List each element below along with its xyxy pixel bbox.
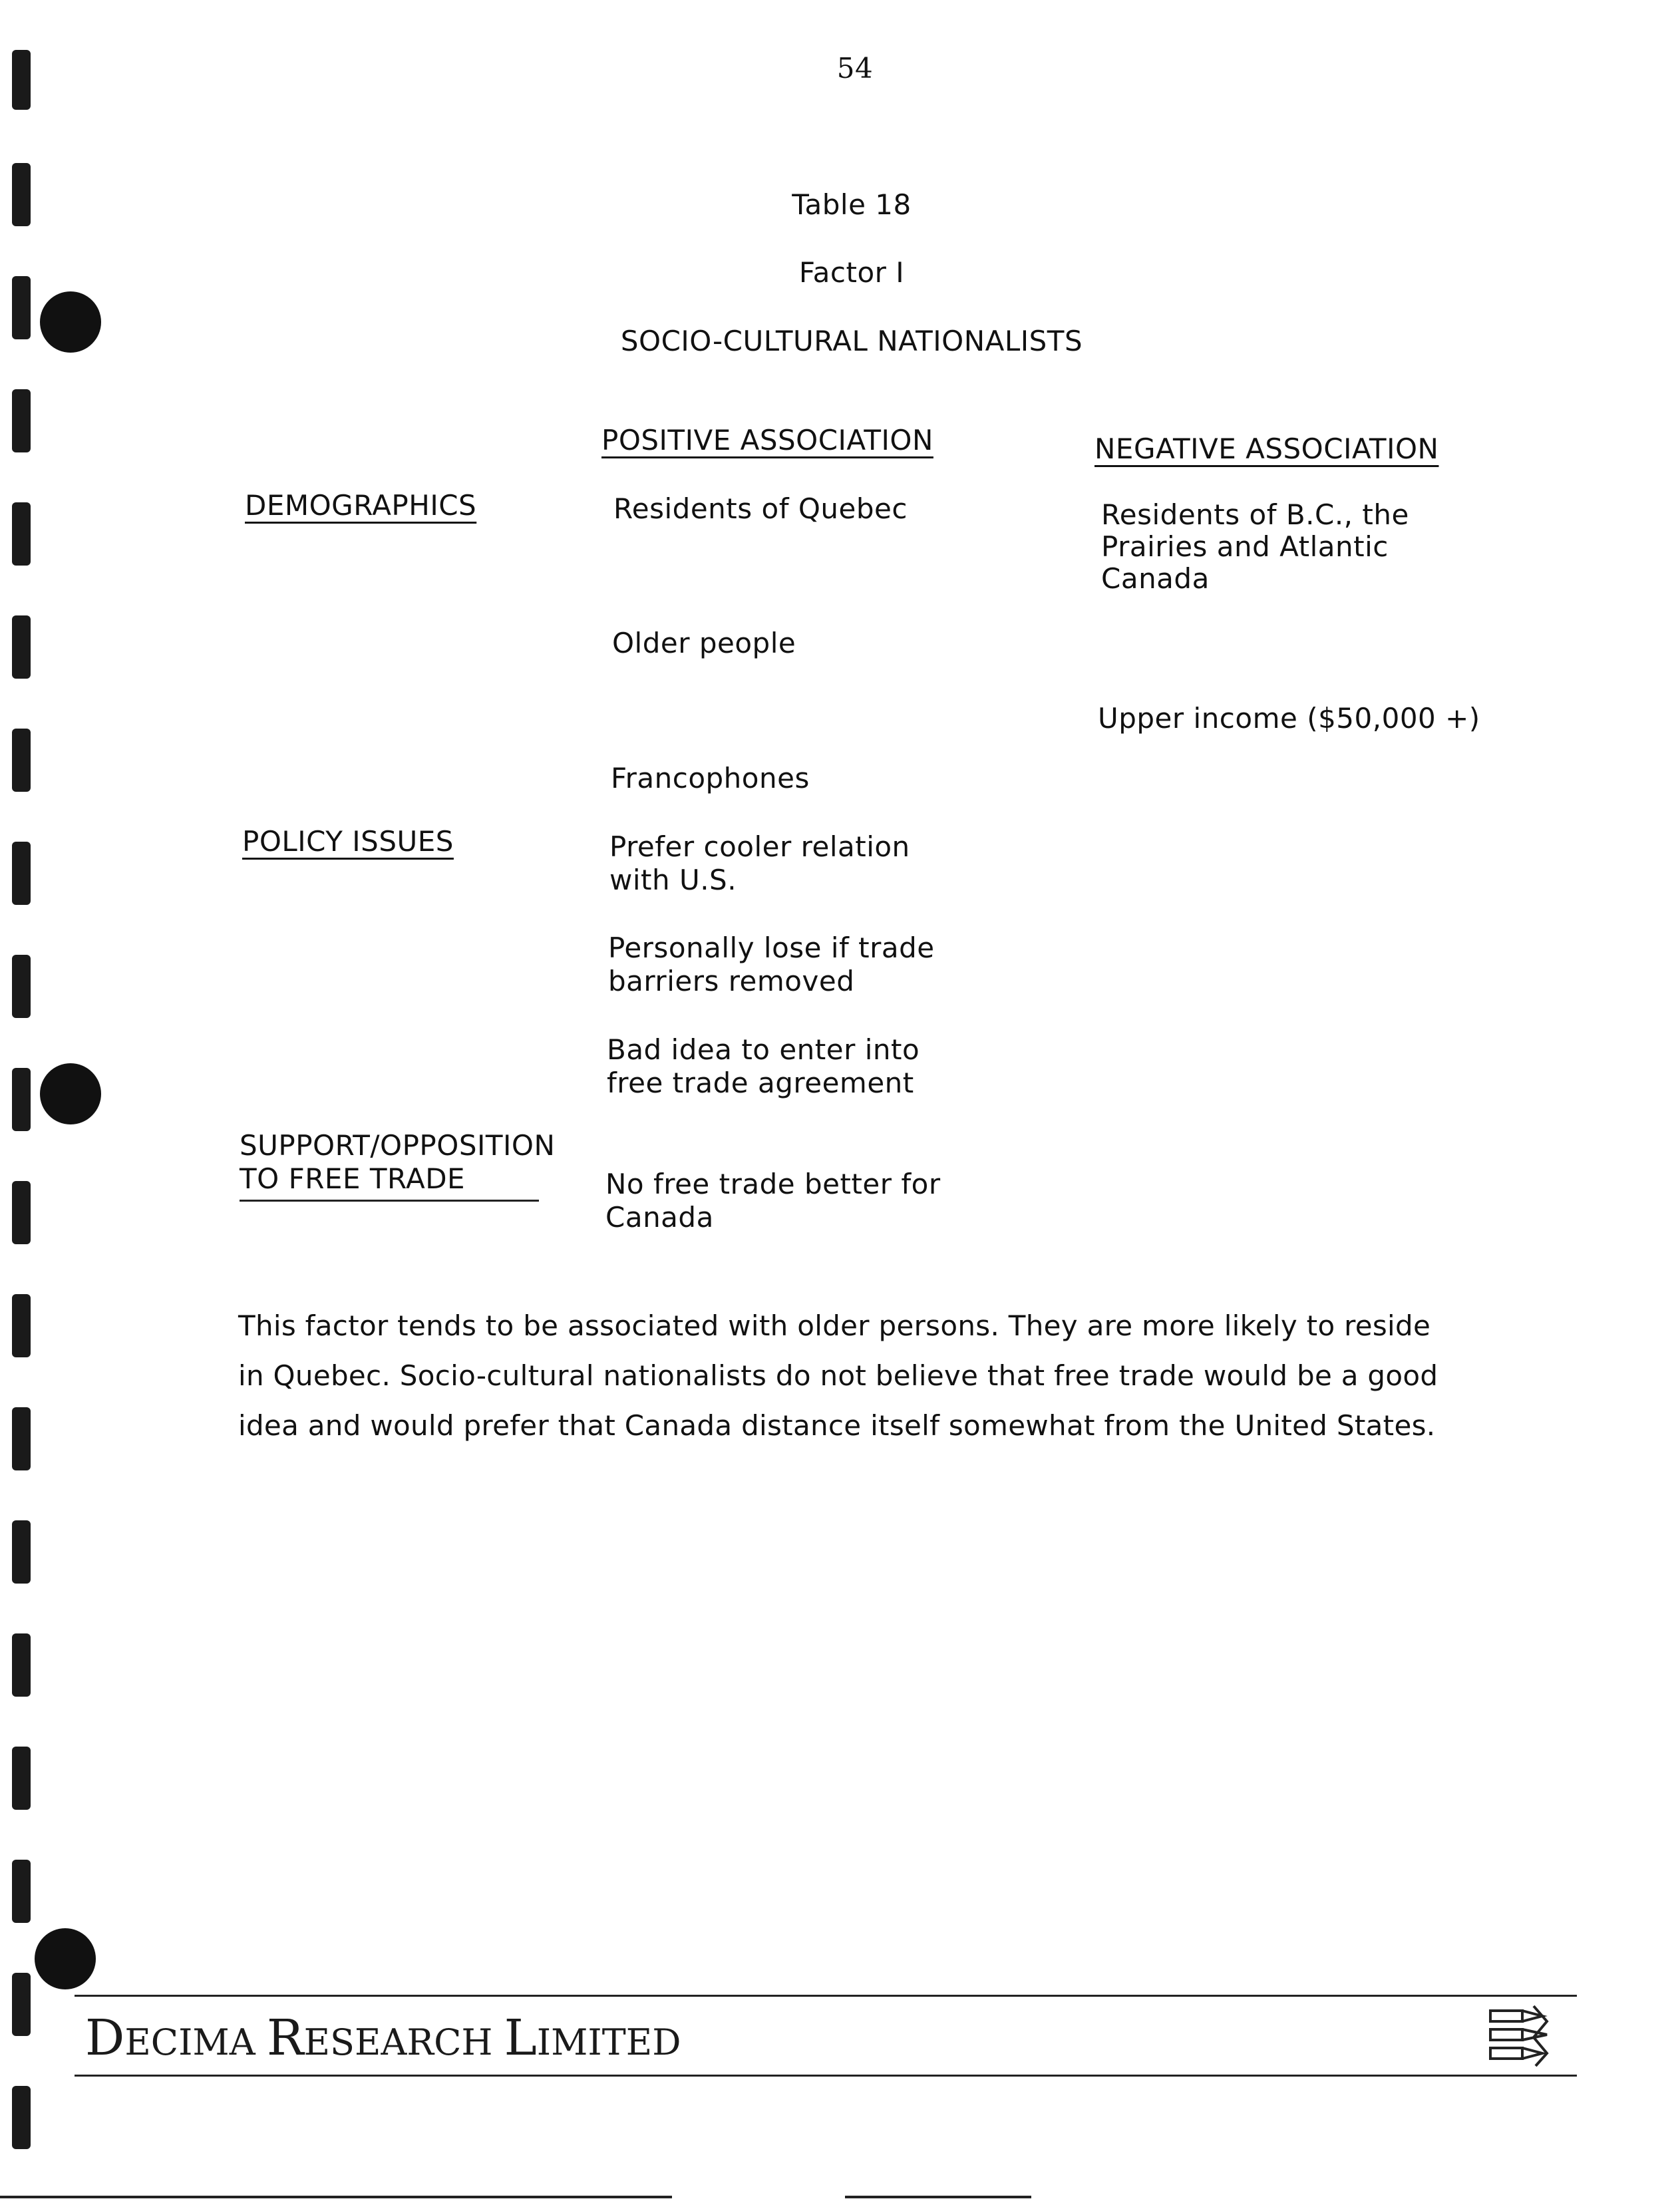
entry-cooler-relation: Prefer cooler relation with U.S. bbox=[609, 830, 910, 896]
column-header-positive: POSITIVE ASSOCIATION bbox=[601, 424, 933, 456]
binding-mark bbox=[12, 729, 31, 792]
punch-hole bbox=[40, 1063, 101, 1124]
page-number: 54 bbox=[836, 52, 874, 85]
binding-mark bbox=[12, 276, 31, 339]
binding-mark bbox=[12, 389, 31, 452]
logo-r: R bbox=[266, 2009, 304, 2067]
binding-mark bbox=[12, 1181, 31, 1244]
footer-bottom-rule bbox=[75, 2075, 1577, 2077]
binding-mark bbox=[12, 1860, 31, 1923]
scan-edge-line bbox=[845, 2196, 1031, 2198]
punch-hole bbox=[35, 1928, 96, 1989]
binding-mark bbox=[12, 842, 31, 905]
entry-francophones: Francophones bbox=[611, 762, 810, 794]
logo-esearch: ESEARCH bbox=[303, 2021, 504, 2063]
binding-mark bbox=[12, 1633, 31, 1697]
logo-l: L bbox=[504, 2009, 537, 2067]
section-demographics: DEMOGRAPHICS bbox=[245, 489, 477, 522]
binding-mark bbox=[12, 955, 31, 1018]
entry-no-free-trade: No free trade better for Canada bbox=[605, 1168, 941, 1234]
binding-mark bbox=[12, 1068, 31, 1131]
factor-label: Factor I bbox=[798, 256, 905, 289]
logo-imited: IMITED bbox=[536, 2021, 681, 2063]
entry-bad-idea: Bad idea to enter into free trade agreement bbox=[607, 1033, 920, 1099]
binding-mark bbox=[12, 1407, 31, 1470]
binding-mark bbox=[12, 1520, 31, 1584]
entry-residents-bc: Residents of B.C., the Prairies and Atlantic Canada bbox=[1101, 498, 1409, 595]
binding-mark bbox=[12, 502, 31, 566]
binding-mark bbox=[12, 50, 31, 110]
company-logo-text bbox=[85, 2009, 681, 2067]
table-label: Table 18 bbox=[792, 188, 912, 221]
binding-mark bbox=[12, 163, 31, 226]
company-emblem-icon bbox=[1484, 2003, 1564, 2069]
punch-hole bbox=[40, 291, 101, 353]
section-support-line1: SUPPORT/OPPOSITION bbox=[240, 1129, 556, 1162]
entry-residents-quebec: Residents of Quebec bbox=[613, 492, 908, 525]
binding-mark bbox=[12, 1973, 31, 2036]
binding-mark bbox=[12, 1747, 31, 1810]
section-support-line2: TO FREE TRADE bbox=[240, 1162, 466, 1195]
section-support-underline bbox=[240, 1200, 539, 1202]
column-header-negative: NEGATIVE ASSOCIATION bbox=[1094, 432, 1439, 465]
logo-d: D bbox=[85, 2009, 125, 2067]
factor-title: SOCIO-CULTURAL NATIONALISTS bbox=[620, 325, 1083, 357]
entry-upper-income: Upper income ($50,000 +) bbox=[1098, 702, 1480, 735]
entry-personally-lose: Personally lose if trade barriers removed bbox=[608, 932, 935, 997]
binding-mark bbox=[12, 615, 31, 679]
summary-paragraph-line3: idea and would prefer that Canada distance itself somewhat from the United States. bbox=[238, 1409, 1436, 1442]
logo-ecima: ECIMA bbox=[124, 2021, 267, 2063]
section-policy-issues: POLICY ISSUES bbox=[242, 825, 454, 858]
summary-paragraph-line1: This factor tends to be associated with older persons. They are more likely to reside bbox=[238, 1309, 1431, 1342]
entry-older-people: Older people bbox=[612, 627, 796, 659]
binding-mark bbox=[12, 1294, 31, 1357]
binding-mark bbox=[12, 2086, 31, 2149]
footer-top-rule bbox=[75, 1995, 1577, 1997]
summary-paragraph-line2: in Quebec. Socio-cultural nationalists do not believe that free trade would be a good bbox=[238, 1359, 1438, 1392]
scan-edge-line bbox=[0, 2196, 672, 2198]
